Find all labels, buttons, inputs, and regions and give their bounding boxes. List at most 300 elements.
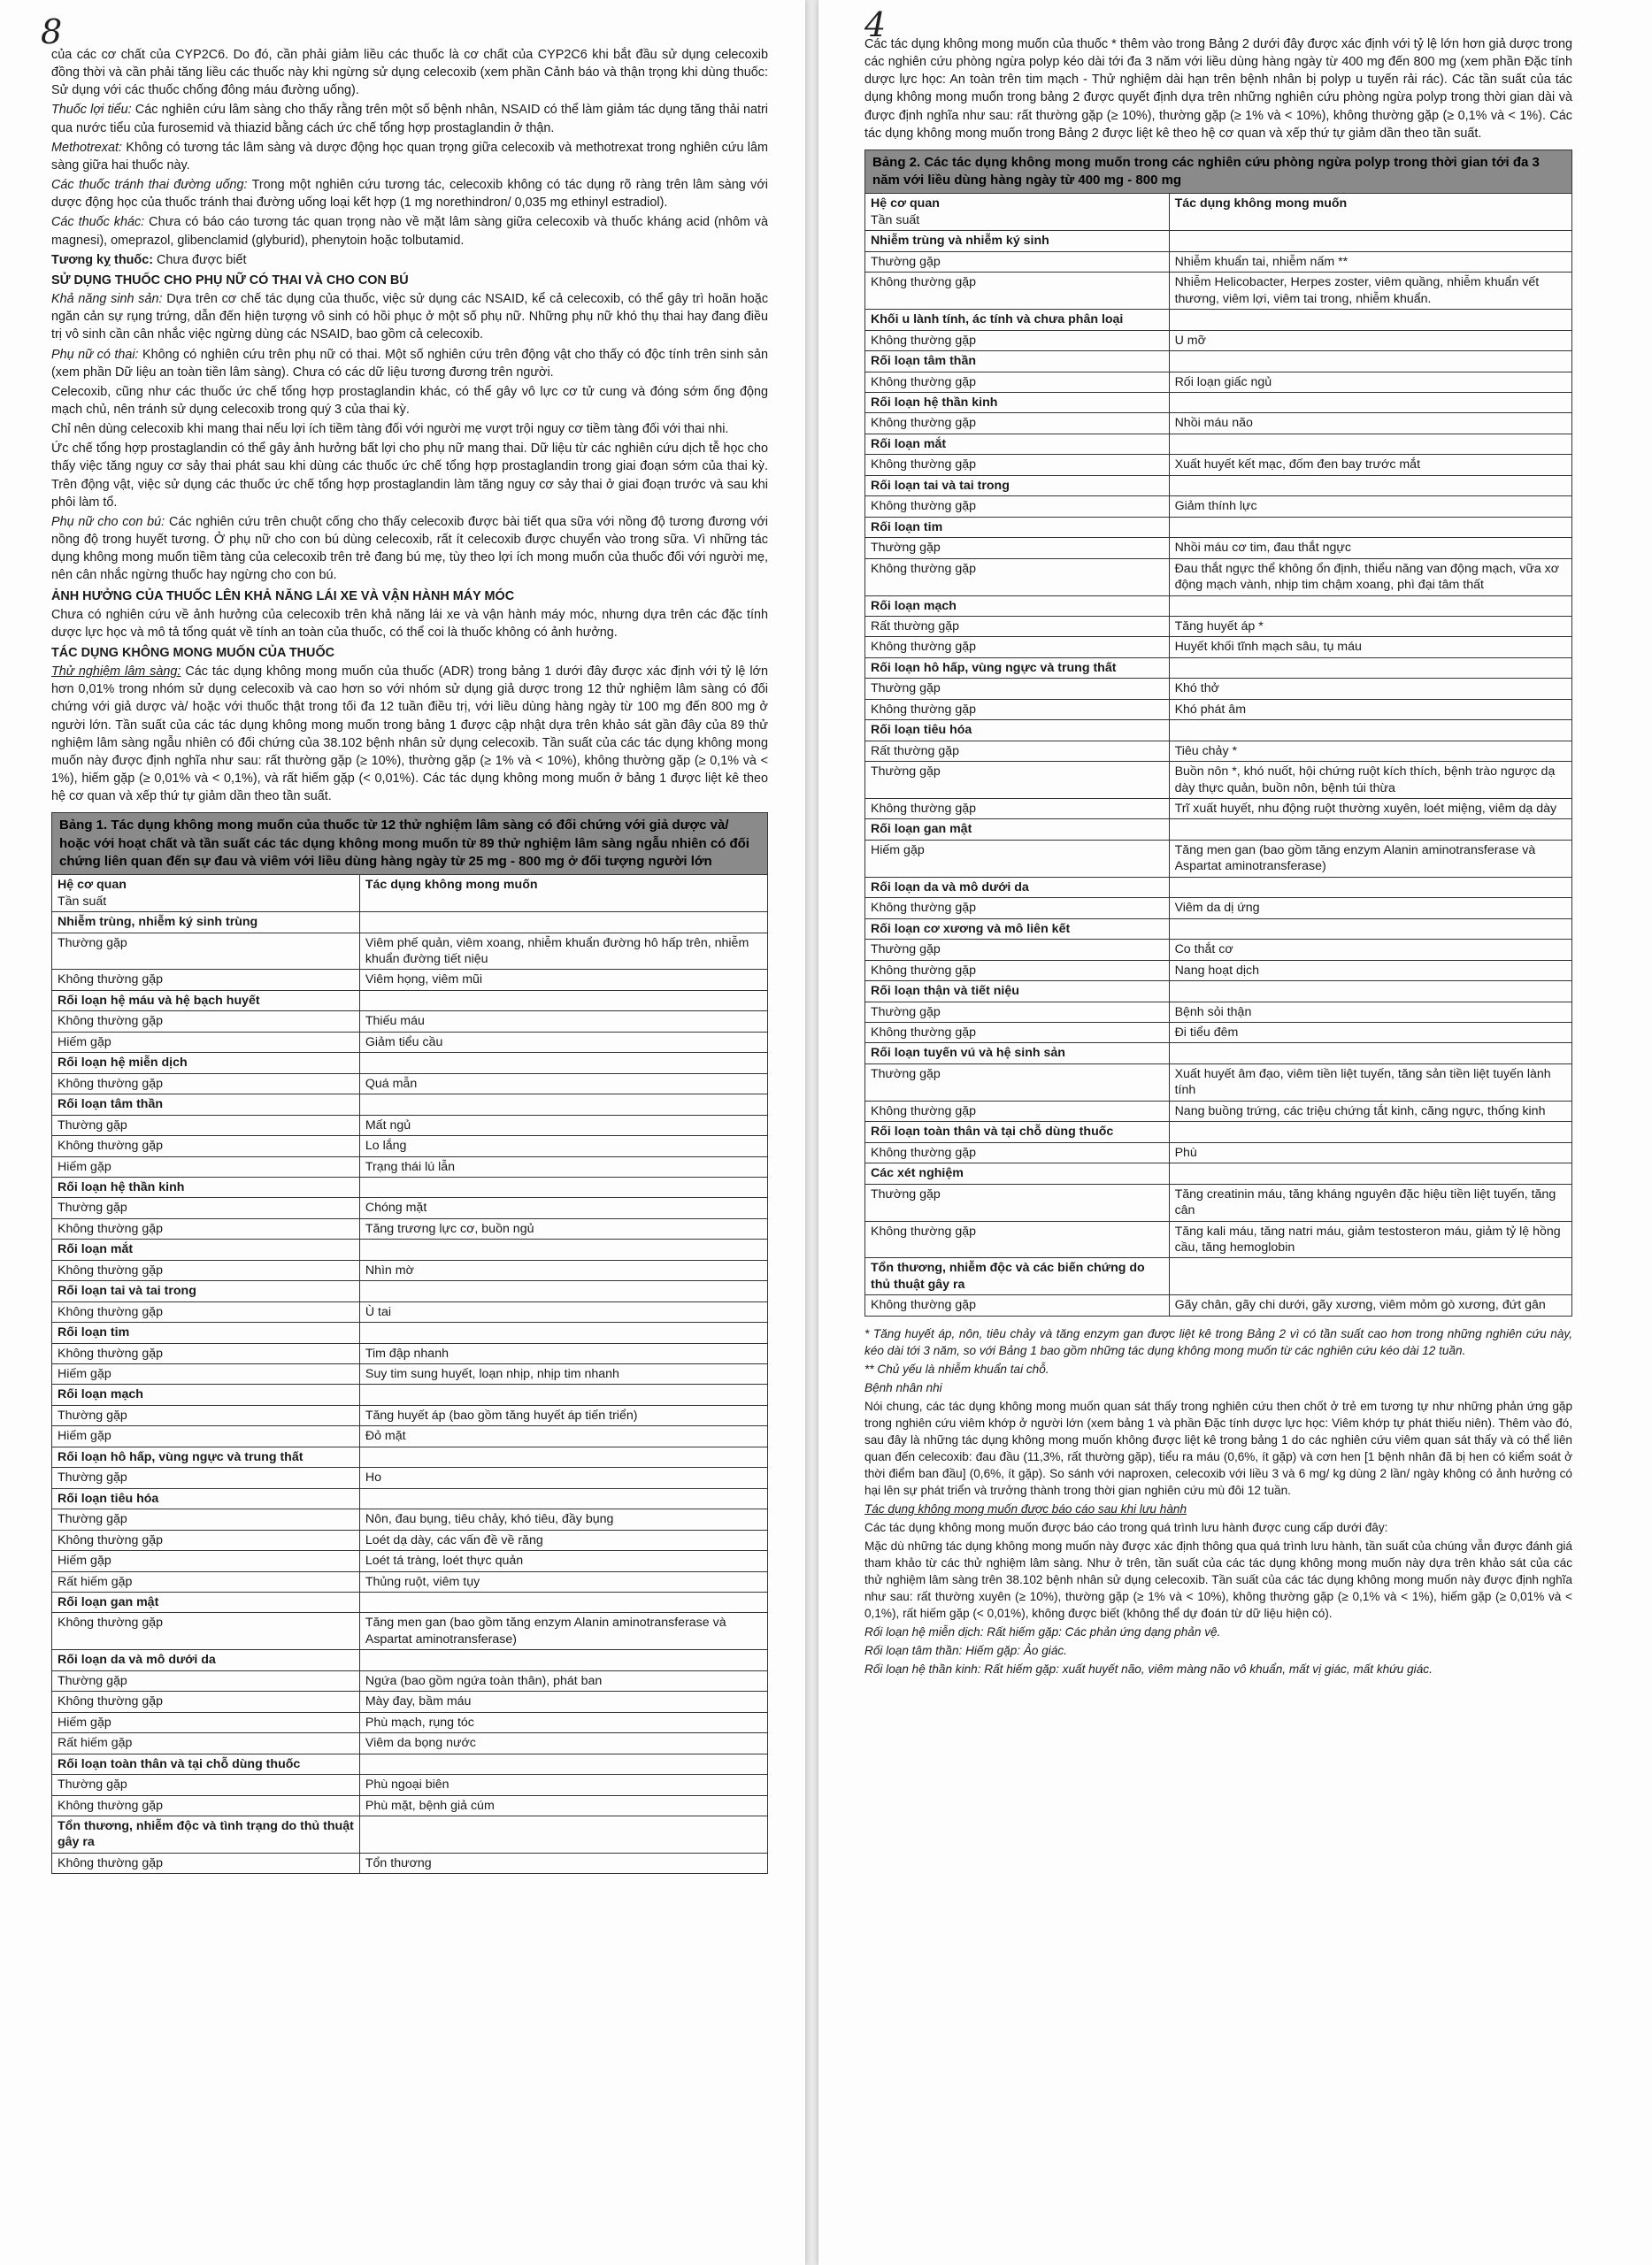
table-row: [865, 496, 1572, 517]
table-row: [52, 1343, 768, 1363]
organ-group-row: [865, 1043, 1572, 1063]
paragraph: [51, 663, 768, 805]
organ-group-row: [865, 392, 1572, 412]
effect-cell: Thủng ruột, viêm tụy: [359, 1571, 767, 1592]
frequency-cell: Thường gặp: [52, 1405, 360, 1425]
frequency-cell: Không thường gặp: [865, 1023, 1170, 1043]
organ-group-label: Rối loạn tim: [865, 517, 1170, 537]
frequency-cell: Không thường gặp: [865, 273, 1170, 310]
table-row: [865, 558, 1572, 595]
effect-cell: [359, 1094, 767, 1115]
organ-group-label: Rối loạn thận và tiết niệu: [865, 981, 1170, 1002]
frequency-cell: Thường gặp: [52, 1468, 360, 1488]
column-header-label: Hệ cơ quan: [871, 196, 940, 211]
effect-cell: Tim đập nhanh: [359, 1343, 767, 1363]
paragraph-label: Phụ nữ có thai:: [51, 347, 139, 362]
paragraph-label: Khả năng sinh sản:: [51, 292, 163, 307]
frequency-cell: Không thường gặp: [52, 970, 360, 990]
table-row: [865, 1101, 1572, 1121]
table-row: [52, 1218, 768, 1239]
frequency-cell: Rất thường gặp: [865, 741, 1170, 761]
table-row: [865, 840, 1572, 877]
frequency-cell: Không thường gặp: [52, 1073, 360, 1094]
footnotes: [864, 1325, 1572, 1678]
frequency-cell: Thường gặp: [52, 1670, 360, 1691]
effect-cell: [359, 1053, 767, 1073]
effect-cell: [1169, 1258, 1571, 1295]
section-heading: TÁC DỤNG KHÔNG MONG MUỐN CỦA THUỐC: [51, 646, 335, 660]
organ-group-row: [865, 1122, 1572, 1142]
table-row: [52, 1364, 768, 1385]
frequency-cell: Thường gặp: [865, 1063, 1170, 1101]
table-row: [52, 1032, 768, 1052]
adverse-effects-table: [51, 812, 768, 1874]
note-paragraph: * Tăng huyết áp, nôn, tiêu chảy và tăng enzym gan được liệt kê trong Bảng 2 vì có tần suất cao hơn trong những nghiên cứu này, kéo dài tới 3 năm, so với Bảng 1 bao gồm những tác dụng không mong muốn từ các nghiên cứu kéo dài 12 tuần.: [864, 1326, 1572, 1357]
effect-cell: Nhồi máu não: [1169, 413, 1571, 434]
table-row: [52, 1260, 768, 1280]
table-row: [865, 455, 1572, 475]
paragraph-label: Các thuốc khác:: [51, 215, 145, 230]
page-number: 4: [864, 5, 887, 44]
effect-cell: [1169, 475, 1571, 495]
frequency-cell: Không thường gặp: [865, 799, 1170, 819]
intro-paragraph: Các tác dụng không mong muốn của thuốc * thêm vào trong Bảng 2 dưới đây được xác định với tỷ lệ lớn hơn giả dược trong các nghiên cứu phòng ngừa polyp kéo dài tới đa 3 năm với liều dùng hàng ngày từ 400 mg đến 800 mg (xem phần Đặc tính dược lực học: An toàn trên tim mạch - Thử nghiệm dài hạn trên bệnh nhân bị polyp u tuyến rải rác). Các tần suất của tác dụng không mong muốn trong bảng 2 được quyết định dựa trên những nghiên cứu phòng ngừa polyp trong thời gian dài và được định nghĩa như sau: rất thường gặp (≥ 10%), thường gặp (≥ 1% và < 10%), không thường gặp (≥ 0,1% và < 1%). Các tác dụng không mong muốn trong Bảng 2 được liệt kê theo hệ cơ quan và xếp thứ tự giảm dần theo tần suất.: [864, 37, 1572, 141]
right-content: [864, 35, 1572, 1679]
paragraph-text: Dựa trên cơ chế tác dụng của thuốc, việc sử dụng các NSAID, kể cả celecoxib, có thể gây trì hoãn hoặc ngăn cản sự rụng trứng, dẫn đến hiện tượng vô sinh có hồi phục ở một số phụ nữ. Những phụ nữ khó thụ thai hay đang điều trị vô sinh cần cân nhắc việc ngừng dùng các NSAID, bao gồm cả celecoxib.: [51, 292, 769, 342]
organ-group-label: Rối loạn da và mô dưới da: [865, 877, 1170, 897]
column-header-organ: [52, 875, 360, 912]
effect-cell: Giảm tiểu cầu: [359, 1032, 767, 1052]
effect-cell: [1169, 819, 1571, 840]
frequency-cell: Không thường gặp: [52, 1692, 360, 1712]
table-row: [865, 1221, 1572, 1258]
organ-group-row: [52, 912, 768, 933]
frequency-cell: Không thường gặp: [865, 330, 1170, 350]
paragraph-label: Methotrexat:: [51, 140, 122, 155]
frequency-cell: Hiếm gặp: [52, 1032, 360, 1052]
effect-cell: Tăng kali máu, tăng natri máu, giảm testosteron máu, giảm tỷ lệ hồng cầu, tăng hemoglobin: [1169, 1221, 1571, 1258]
effect-cell: [359, 1447, 767, 1467]
organ-group-label: Rối loạn toàn thân và tại chỗ dùng thuốc: [52, 1754, 360, 1774]
table-row: [52, 1613, 768, 1650]
effect-cell: Buồn nôn *, khó nuốt, hội chứng ruột kích thích, bệnh trào ngược dạ dày thực quản, buồn nôn, bệnh túi thừa: [1169, 762, 1571, 799]
effect-cell: Phù mạch, rụng tóc: [359, 1712, 767, 1732]
table-row: [865, 699, 1572, 719]
organ-group-label: Tổn thương, nhiễm độc và tình trạng do thủ thuật gây ra: [52, 1816, 360, 1854]
organ-group-label: Rối loạn tiêu hóa: [52, 1488, 360, 1509]
note-paragraph: Nói chung, các tác dụng không mong muốn quan sát thấy trong nghiên cứu then chốt ở trẻ em tương tự như những phản ứng gặp trong nghiên cứu viêm khớp ở người lớn (xem bảng 1 và phần Đặc tính dược lực học: Viêm khớp tự phát thiếu niên). Thêm vào đó, sau đây là những tác dụng không mong muốn không được liệt kê trong bảng 1 do các nghiên cứu viêm quan sát thấy và có thể liên quan đến celecoxib: đau đầu (11,3%, rất thường gặp), tiểu ra máu (0,6%, ít gặp) và cơn hen [1 bệnh nhân đã bị hen có kiểm soát ở thời điểm ban đầu] (0,6%, ít gặp). So sánh với naproxen, celecoxib với liều 3 và 6 mg/ kg dùng 2 lần/ ngày không có ảnh hưởng có hại lên sự phát triển và trưởng thành trong thời gian nghiên cứu mù đôi 12 tuần.: [864, 1399, 1572, 1498]
table-caption: Bảng 2. Các tác dụng không mong muốn trong các nghiên cứu phòng ngừa polyp trong thời gian tới đa 3 năm với liều dùng hàng ngày từ 400 mg - 800 mg: [865, 150, 1572, 194]
table-row: [865, 898, 1572, 918]
frequency-cell: Thường gặp: [865, 1002, 1170, 1022]
effect-cell: Gãy chân, gãy chi dưới, gãy xương, viêm mỏm gò xương, đứt gân: [1169, 1295, 1571, 1316]
organ-group-row: [52, 1488, 768, 1509]
organ-group-label: Rối loạn toàn thân và tại chỗ dùng thuốc: [865, 1122, 1170, 1142]
effect-cell: [1169, 720, 1571, 741]
frequency-cell: Không thường gặp: [52, 1343, 360, 1363]
organ-group-row: [865, 310, 1572, 330]
organ-group-row: [865, 517, 1572, 537]
table-row: [865, 1002, 1572, 1022]
effect-cell: [1169, 918, 1571, 939]
frequency-cell: Không thường gặp: [52, 1530, 360, 1550]
effect-cell: [359, 1593, 767, 1613]
table-row: [52, 1405, 768, 1425]
frequency-cell: Không thường gặp: [865, 898, 1170, 918]
effect-cell: [1169, 434, 1571, 454]
section-heading: ẢNH HƯỞNG CỦA THUỐC LÊN KHẢ NĂNG LÁI XE VÀ VẬN HÀNH MÁY MÓC: [51, 588, 515, 603]
effect-cell: [359, 1650, 767, 1670]
note-paragraph: Bệnh nhân nhi: [864, 1380, 942, 1394]
effect-cell: Đi tiểu đêm: [1169, 1023, 1571, 1043]
paragraph: [51, 176, 768, 211]
organ-group-label: Rối loạn tuyến vú và hệ sinh sản: [865, 1043, 1170, 1063]
effect-cell: Xuất huyết âm đạo, viêm tiền liệt tuyến, tăng sản tiền liệt tuyến lành tính: [1169, 1063, 1571, 1101]
table-row: [865, 762, 1572, 799]
column-header-organ: [865, 194, 1170, 231]
organ-group-label: Khối u lành tính, ác tính và chưa phân loại: [865, 310, 1170, 330]
table-row: [865, 1063, 1572, 1101]
note-paragraph: Mặc dù những tác dụng không mong muốn này được xác định thông qua quá trình lưu hành, tần suất của chúng vẫn được đánh giá tham khảo từ các thử nghiệm lâm sàng. Như ở trên, tần suất của các tác dụng không mong muốn này dựa trên khảo sát của các thử nghiệm lâm sàng trên 38.102 bệnh nhân sử dụng celecoxib. Tần suất của các tác dụng không mong muốn này được định nghĩa như sau: rất thường xuyên (≥ 10%), thường gặp (≥ 1% và < 10%), không thường gặp (≥ 0,1% và < 1%), hiếm gặp (≥ 0,01% và < 0,1%), rất hiếm gặp (< 0,01%), không được biết (không thể dự đoán từ dữ liệu hiện có).: [864, 1539, 1572, 1621]
frequency-cell: Rất hiếm gặp: [52, 1571, 360, 1592]
organ-group-label: Rối loạn da và mô dưới da: [52, 1650, 360, 1670]
effect-cell: [1169, 392, 1571, 412]
paragraph-label: Thuốc lợi tiểu:: [51, 103, 132, 118]
effect-cell: Co thắt cơ: [1169, 940, 1571, 960]
organ-group-row: [52, 1240, 768, 1260]
effect-cell: Suy tim sung huyết, loạn nhịp, nhịp tim nhanh: [359, 1364, 767, 1385]
effect-cell: Tăng men gan (bao gồm tăng enzym Alanin aminotransferase và Aspartat aminotransferase): [359, 1613, 767, 1650]
frequency-cell: Rất thường gặp: [865, 616, 1170, 636]
adverse-effects-table: [864, 150, 1572, 1317]
paragraph: [51, 346, 768, 381]
frequency-cell: Không thường gặp: [865, 496, 1170, 517]
table-row: [52, 1775, 768, 1795]
organ-group-row: [865, 720, 1572, 741]
frequency-cell: Thường gặp: [865, 1184, 1170, 1221]
paragraph-text: Các nghiên cứu lâm sàng cho thấy rằng trên một số bệnh nhân, NSAID có thể làm giảm tác dụng tăng thải natri qua nước tiểu của furosemid và thiazid bằng cách ức chế tổng hợp prostaglandin ở thận.: [51, 103, 768, 135]
frequency-cell: Không thường gặp: [52, 1795, 360, 1816]
paragraph: [51, 139, 768, 174]
table-row: [865, 330, 1572, 350]
organ-group-row: [865, 595, 1572, 616]
table-row: [52, 1136, 768, 1156]
paragraph: Chỉ nên dùng celecoxib khi mang thai nếu lợi ích tiềm tàng đối với người mẹ vượt trội nguy cơ tiềm tàng đối với thai nhi.: [51, 422, 729, 437]
effect-cell: [1169, 595, 1571, 616]
table-row: [52, 1795, 768, 1816]
effect-cell: Tăng huyết áp (bao gồm tăng huyết áp tiến triển): [359, 1405, 767, 1425]
effect-cell: Nôn, đau bụng, tiêu chảy, khó tiêu, đầy bụng: [359, 1509, 767, 1530]
table-row: [52, 1115, 768, 1135]
effect-cell: Nang hoạt dịch: [1169, 960, 1571, 980]
organ-group-label: Rối loạn mạch: [52, 1385, 360, 1405]
table-row: [865, 1142, 1572, 1163]
organ-group-label: Rối loạn hệ máu và hệ bạch huyết: [52, 990, 360, 1010]
organ-group-label: Rối loạn tâm thần: [865, 351, 1170, 372]
effect-cell: Viêm da bọng nước: [359, 1733, 767, 1754]
effect-cell: Bệnh sỏi thận: [1169, 1002, 1571, 1022]
section-heading: SỬ DỤNG THUỐC CHO PHỤ NỮ CÓ THAI VÀ CHO CON BÚ: [51, 273, 409, 288]
frequency-cell: Thường gặp: [52, 1115, 360, 1135]
effect-cell: [359, 1816, 767, 1854]
frequency-cell: Không thường gặp: [865, 413, 1170, 434]
table-row: [52, 1073, 768, 1094]
organ-group-label: Các xét nghiệm: [865, 1163, 1170, 1184]
frequency-cell: Thường gặp: [52, 1198, 360, 1218]
table-row: [865, 413, 1572, 434]
table-row: [52, 1468, 768, 1488]
frequency-cell: Không thường gặp: [865, 1295, 1170, 1316]
organ-group-label: Rối loạn tiêu hóa: [865, 720, 1170, 741]
table-row: [52, 933, 768, 970]
organ-group-row: [52, 1593, 768, 1613]
paragraph: Chưa có nghiên cứu về ảnh hưởng của celecoxib trên khả năng lái xe và vận hành máy móc, nhưng dựa trên các đặc tính dược lực học và mô tả tổng quát về tính an toàn của thuốc, có thể coi là thuốc không có ảnh hưởng.: [51, 607, 768, 640]
paragraph: [51, 290, 768, 343]
frequency-cell: Không thường gặp: [865, 1142, 1170, 1163]
organ-group-row: [865, 657, 1572, 678]
effect-cell: Đau thắt ngực thể không ổn định, thiểu năng van động mạch, vữa xơ động mạch vành, nhịp tim chậm xoang, phì đại tâm thất: [1169, 558, 1571, 595]
effect-cell: Nhiễm khuẩn tai, nhiễm nấm **: [1169, 251, 1571, 272]
organ-group-row: [52, 1816, 768, 1854]
effect-cell: Trĩ xuất huyết, nhu động ruột thường xuyên, loét miệng, viêm dạ dày: [1169, 799, 1571, 819]
paragraph-text: Các tác dụng không mong muốn của thuốc (ADR) trong bảng 1 dưới đây được xác định với tỷ lệ lớn hơn 0,01% trong nhóm sử dụng celecoxib và cao hơn so với nhóm sử dụng giả dược trong 12 thử nghiệm lâm sàng có đối chứng với giả dược và/ hoặc với thuốc thật trong tối đa 12 tuần điều trị, với liều dùng hàng ngày từ 100 mg đến 800 mg ở người lớn. Tần suất của các tác dụng không mong muốn trong bảng 1 được cập nhật dựa trên khảo sát gần đây của 89 thử nghiệm lâm sàng ngẫu nhiên có đối chứng của 38.102 bệnh nhân sử dụng celecoxib. Tần suất của các tác dụng không mong muốn này được định nghĩa như sau: rất thường gặp (≥ 10%), thường gặp (≥ 1% và < 10%), không thường gặp (≥ 0,1% và < 1%), hiếm gặp (≥ 0,01% và < 0,1%), và rất hiếm gặp (< 0,01%). Các tác dụng không mong muốn ở bảng 1 được liệt kê theo hệ cơ quan và xếp thứ tự giảm dần theo tần suất.: [51, 664, 768, 804]
paragraph: Ức chế tổng hợp prostaglandin có thể gây ảnh hưởng bất lợi cho phụ nữ mang thai. Dữ liệu từ các nghiên cứu dịch tễ học cho thấy việc tăng nguy cơ sảy thai phát sau khi dùng các thuốc ức chế tổng hợp prostaglandin trong giai đoạn sớm của thai kỳ. Trên động vật, việc sử dụng các thuốc ức chế tổng hợp prostaglandin làm tăng nguy cơ sảy thai ở giai đoạn trước và sau khi phôi làm tổ.: [51, 441, 768, 510]
effect-cell: Nhìn mờ: [359, 1260, 767, 1280]
effect-cell: Tăng men gan (bao gồm tăng enzym Alanin aminotransferase và Aspartat aminotransferase): [1169, 840, 1571, 877]
left-page: [0, 0, 805, 2265]
effect-cell: Quá mẫn: [359, 1073, 767, 1094]
effect-cell: Nhồi máu cơ tim, đau thắt ngực: [1169, 538, 1571, 558]
frequency-cell: Không thường gặp: [865, 960, 1170, 980]
frequency-cell: Không thường gặp: [865, 1101, 1170, 1121]
effect-cell: [359, 1323, 767, 1343]
effect-cell: Nhiễm Helicobacter, Herpes zoster, viêm quầng, nhiễm khuẩn vết thương, viêm lợi, viêm tai trong, nhiễm khuẩn.: [1169, 273, 1571, 310]
effect-cell: [1169, 981, 1571, 1002]
organ-group-label: Rối loạn hô hấp, vùng ngực và trung thất: [865, 657, 1170, 678]
table-row: [52, 1426, 768, 1447]
organ-group-label: Tổn thương, nhiễm độc và các biến chứng do thủ thuật gây ra: [865, 1258, 1170, 1295]
organ-group-label: Rối loạn tai và tai trong: [52, 1281, 360, 1301]
effect-cell: Mày đay, bầm máu: [359, 1692, 767, 1712]
column-header-effect: Tác dụng không mong muốn: [1169, 194, 1571, 231]
frequency-cell: Hiếm gặp: [52, 1156, 360, 1177]
effect-cell: Lo lắng: [359, 1136, 767, 1156]
table-row: [865, 637, 1572, 657]
organ-group-row: [52, 1094, 768, 1115]
organ-group-row: [52, 1323, 768, 1343]
effect-cell: [1169, 231, 1571, 251]
frequency-cell: Không thường gặp: [865, 455, 1170, 475]
frequency-cell: Thường gặp: [865, 538, 1170, 558]
effect-cell: [359, 1281, 767, 1301]
page-number: 8: [41, 12, 63, 51]
frequency-cell: Không thường gặp: [865, 699, 1170, 719]
organ-group-row: [865, 351, 1572, 372]
organ-group-label: Rối loạn tâm thần: [52, 1094, 360, 1115]
organ-group-label: Rối loạn tim: [52, 1323, 360, 1343]
paragraph: [51, 251, 768, 269]
effect-cell: Thiếu máu: [359, 1011, 767, 1032]
frequency-cell: Hiếm gặp: [52, 1551, 360, 1571]
table-row: [52, 1301, 768, 1322]
column-header-effect: Tác dụng không mong muốn: [359, 875, 767, 912]
organ-group-label: Rối loạn hệ miễn dịch: [52, 1053, 360, 1073]
organ-group-row: [865, 918, 1572, 939]
organ-group-row: [52, 1281, 768, 1301]
paragraph-text: Các nghiên cứu trên chuột cống cho thấy celecoxib được bài tiết qua sữa với nồng độ tương đương với nồng độ trong huyết tương. Ở phụ nữ cho con bú dùng celecoxib, rất ít celecoxib được chuyển vào trong sữa. Vì những tác dụng không mong muốn tiềm tàng của celecoxib trên trẻ đang bú mẹ, tùy theo lợi ích mong muốn của thuốc đối với người mẹ, nên cân nhắc ngừng thuốc hay ngừng cho con bú.: [51, 514, 768, 583]
left-content: [51, 46, 768, 1874]
effect-cell: Đỏ mặt: [359, 1426, 767, 1447]
frequency-cell: Thường gặp: [52, 933, 360, 970]
organ-group-label: Rối loạn mắt: [865, 434, 1170, 454]
table-row: [52, 970, 768, 990]
table-caption-row: [52, 813, 768, 875]
frequency-cell: Hiếm gặp: [52, 1426, 360, 1447]
paragraph: của các cơ chất của CYP2C6. Do đó, cần phải giảm liều các thuốc là cơ chất của CYP2C6 khi bắt đầu sử dụng celecoxib đồng thời và cần phải tăng liều các thuốc này khi ngừng sử dụng celecoxib (xem phần Cảnh báo và thận trọng khi dùng thuốc: Sử dụng với các thuốc chống đông máu đường uống).: [51, 48, 768, 98]
table-caption-row: [865, 150, 1572, 194]
frequency-cell: Không thường gặp: [865, 372, 1170, 392]
table-row: [865, 538, 1572, 558]
frequency-cell: Thường gặp: [52, 1509, 360, 1530]
organ-group-label: Rối loạn gan mật: [52, 1593, 360, 1613]
table-row: [52, 1692, 768, 1712]
frequency-cell: Không thường gặp: [52, 1853, 360, 1873]
paragraph-text: Không có tương tác lâm sàng và dược động học quan trọng giữa celecoxib và methotrexat trong nghiên cứu lâm sàng giữa hai thuốc này.: [51, 140, 768, 173]
table-row: [52, 1156, 768, 1177]
organ-group-row: [52, 1447, 768, 1467]
effect-cell: Phù mặt, bệnh giả cúm: [359, 1795, 767, 1816]
table-caption: Bảng 1. Tác dụng không mong muốn của thuốc từ 12 thử nghiệm lâm sàng có đối chứng với giả dược và/ hoặc với hoạt chất và tần suất các tác dụng không mong muốn từ 89 thử nghiệm lâm sàng ngẫu nhiên có đối chứng liên quan đến sự đau và viêm với liều dùng hàng ngày từ 25 mg - 800 mg ở đối tượng người lớn: [52, 813, 768, 875]
frequency-cell: Thường gặp: [865, 679, 1170, 699]
paragraph-text: Không có nghiên cứu trên phụ nữ có thai. Một số nghiên cứu trên động vật cho thấy có độc tính trên sinh sản (xem phần Dữ liệu an toàn tiền lâm sàng). Chưa có các dữ liệu tương đương trên người.: [51, 347, 768, 380]
table-header-row: [52, 875, 768, 912]
organ-group-label: Rối loạn cơ xương và mô liên kết: [865, 918, 1170, 939]
organ-group-row: [52, 1650, 768, 1670]
effect-cell: Rối loạn giấc ngủ: [1169, 372, 1571, 392]
table-row: [52, 1853, 768, 1873]
effect-cell: Phù: [1169, 1142, 1571, 1163]
frequency-cell: Không thường gặp: [52, 1136, 360, 1156]
effect-cell: Nang buồng trứng, các triệu chứng tắt kinh, căng ngực, thống kinh: [1169, 1101, 1571, 1121]
note-paragraph: Rối loạn hệ miễn dịch: Rất hiếm gặp: Các phản ứng dạng phản vệ.: [864, 1625, 1221, 1639]
organ-group-row: [865, 1258, 1572, 1295]
note-paragraph: Tác dụng không mong muốn được báo cáo sau khi lưu hành: [864, 1502, 1187, 1516]
frequency-cell: Thường gặp: [865, 762, 1170, 799]
frequency-cell: Không thường gặp: [52, 1011, 360, 1032]
paragraph-text: Chưa có báo cáo tương tác quan trọng nào về mặt lâm sàng giữa celecoxib và thuốc kháng acid (nhôm và magnesi), omeprazol, glibenclamid (glyburid), phenytoin hoặc tolbutamid.: [51, 215, 769, 248]
table-row: [865, 273, 1572, 310]
organ-group-row: [865, 981, 1572, 1002]
table-header-row: [865, 194, 1572, 231]
note-paragraph: ** Chủ yếu là nhiễm khuẩn tai chỗ.: [864, 1362, 1049, 1376]
table-row: [865, 679, 1572, 699]
paragraph-label: Thử nghiệm lâm sàng:: [51, 664, 181, 680]
effect-cell: [1169, 1122, 1571, 1142]
effect-cell: [1169, 517, 1571, 537]
paragraph-text: Trong một nghiên cứu tương tác, celecoxib không có tác dụng rõ ràng trên lâm sàng với dược động học của thuốc tránh thai đường uống loại kết hợp (1 mg norethindron/ 0,035 mg ethinyl estradiol).: [51, 178, 768, 211]
table-row: [865, 1295, 1572, 1316]
note-paragraph: Các tác dụng không mong muốn được báo cáo trong quá trình lưu hành được cung cấp dưới đây:: [864, 1521, 1388, 1535]
organ-group-row: [865, 877, 1572, 897]
organ-group-row: [865, 434, 1572, 454]
organ-group-row: [52, 1053, 768, 1073]
effect-cell: Khó phát âm: [1169, 699, 1571, 719]
frequency-cell: Thường gặp: [52, 1775, 360, 1795]
effect-cell: Tiêu chảy *: [1169, 741, 1571, 761]
organ-group-label: Rối loạn mạch: [865, 595, 1170, 616]
effect-cell: Chóng mặt: [359, 1198, 767, 1218]
frequency-cell: Hiếm gặp: [52, 1712, 360, 1732]
frequency-cell: Không thường gặp: [52, 1218, 360, 1239]
paragraph: Celecoxib, cũng như các thuốc ức chế tổng hợp prostaglandin khác, có thể gây vô lực cơ tử cung và đóng sớm ống động mạch chủ, nên tránh sử dụng celecoxib trong quý 3 của thai kỳ.: [51, 384, 768, 417]
table-row: [865, 799, 1572, 819]
effect-cell: Viêm da dị ứng: [1169, 898, 1571, 918]
effect-cell: Tăng trương lực cơ, buồn ngủ: [359, 1218, 767, 1239]
table-row: [52, 1011, 768, 1032]
organ-group-row: [52, 1754, 768, 1774]
organ-group-label: Nhiễm trùng, nhiễm ký sinh trùng: [52, 912, 360, 933]
frequency-cell: Không thường gặp: [865, 558, 1170, 595]
frequency-cell: Thường gặp: [865, 940, 1170, 960]
effect-cell: U mỡ: [1169, 330, 1571, 350]
table-row: [52, 1551, 768, 1571]
table-row: [865, 372, 1572, 392]
table-row: [52, 1733, 768, 1754]
effect-cell: Ù tai: [359, 1301, 767, 1322]
note-paragraph: Rối loạn tâm thần: Hiếm gặp: Ảo giác.: [864, 1644, 1067, 1658]
effect-cell: Tăng huyết áp *: [1169, 616, 1571, 636]
organ-group-row: [52, 1177, 768, 1197]
table-row: [865, 251, 1572, 272]
table-row: [52, 1670, 768, 1691]
effect-cell: [359, 912, 767, 933]
organ-group-label: Rối loạn hệ thần kinh: [865, 392, 1170, 412]
frequency-cell: Không thường gặp: [865, 1221, 1170, 1258]
organ-group-label: Rối loạn hô hấp, vùng ngực và trung thất: [52, 1447, 360, 1467]
frequency-cell: Không thường gặp: [865, 637, 1170, 657]
effect-cell: Tổn thương: [359, 1853, 767, 1873]
table-row: [52, 1198, 768, 1218]
paragraph: [51, 101, 768, 136]
table-row: [52, 1530, 768, 1550]
organ-group-label: Rối loạn gan mật: [865, 819, 1170, 840]
frequency-cell: Không thường gặp: [52, 1301, 360, 1322]
table-row: [52, 1509, 768, 1530]
organ-group-row: [865, 475, 1572, 495]
effect-cell: [1169, 310, 1571, 330]
effect-cell: Loét dạ dày, các vấn đề về răng: [359, 1530, 767, 1550]
organ-group-row: [865, 1163, 1572, 1184]
right-page: [818, 0, 1652, 2265]
organ-group-row: [865, 819, 1572, 840]
table-row: [865, 741, 1572, 761]
effect-cell: Huyết khối tĩnh mạch sâu, tụ máu: [1169, 637, 1571, 657]
effect-cell: [1169, 877, 1571, 897]
effect-cell: [359, 1385, 767, 1405]
effect-cell: Viêm phế quản, viêm xoang, nhiễm khuẩn đường hô hấp trên, nhiễm khuẩn đường tiết niệu: [359, 933, 767, 970]
effect-cell: Ngứa (bao gồm ngứa toàn thân), phát ban: [359, 1670, 767, 1691]
frequency-cell: Không thường gặp: [52, 1613, 360, 1650]
organ-group-label: Rối loạn mắt: [52, 1240, 360, 1260]
frequency-cell: Thường gặp: [865, 251, 1170, 272]
table-row: [865, 960, 1572, 980]
effect-cell: Khó thở: [1169, 679, 1571, 699]
table-row: [52, 1571, 768, 1592]
effect-cell: [359, 1754, 767, 1774]
effect-cell: [1169, 1163, 1571, 1184]
effect-cell: [1169, 657, 1571, 678]
paragraph-label: Tương kỵ thuốc:: [51, 252, 153, 267]
